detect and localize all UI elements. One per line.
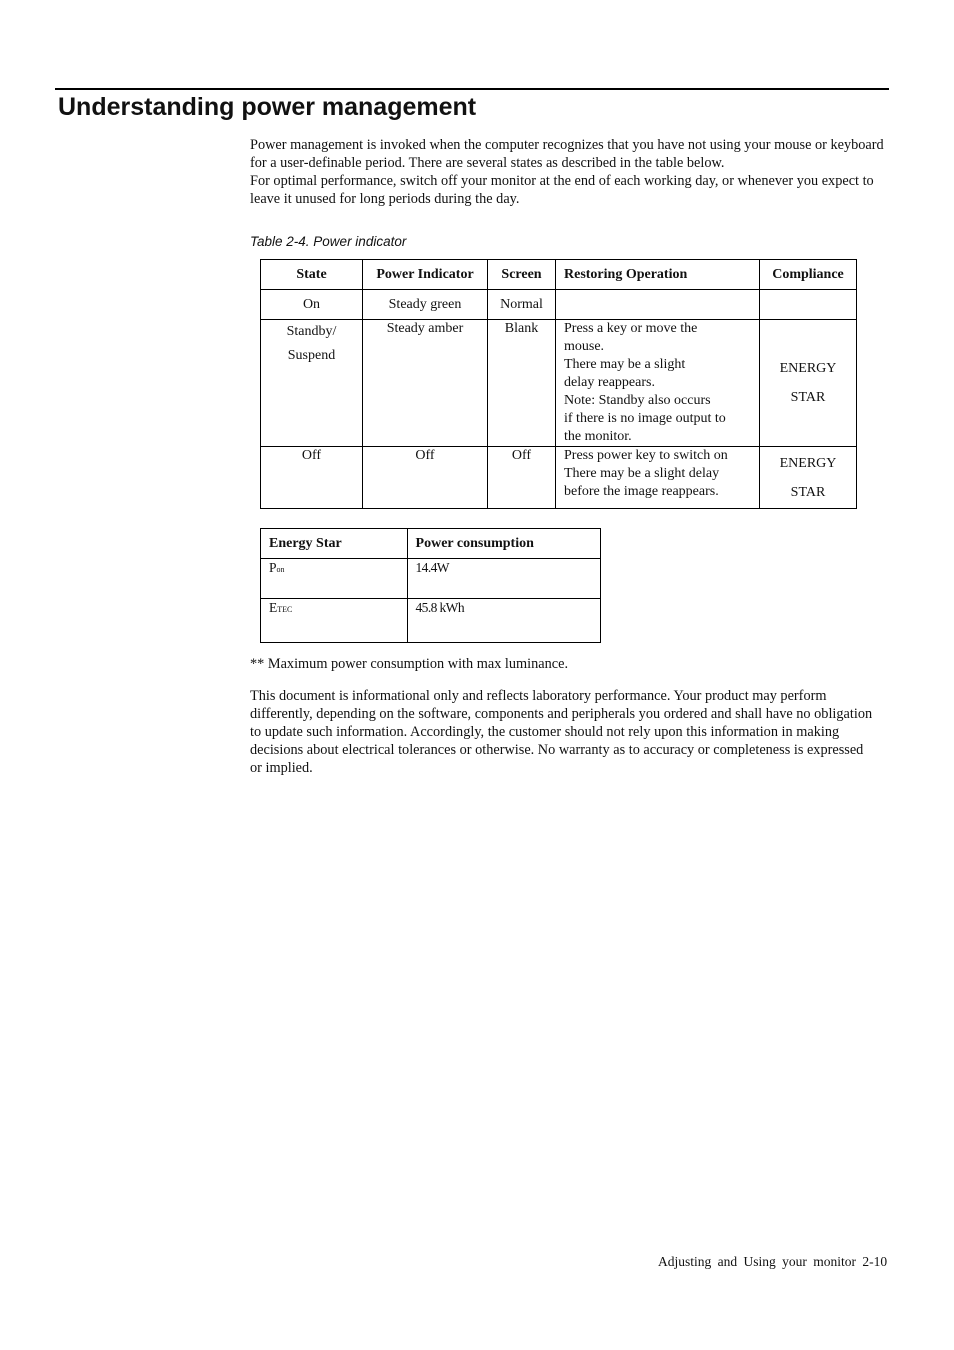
restore-line: before the image reappears. <box>564 484 719 499</box>
label-subscript: TEC <box>277 605 293 614</box>
intro-paragraph-1: Power management is invoked when the computer recognizes that you have not using your mouse or keyboard for a user-definable period. There are several states as described in the table below. <box>250 137 884 171</box>
restore-line: Press power key to switch on <box>564 448 728 463</box>
restore-line: Note: Standby also occurs <box>564 393 711 408</box>
energy-row-pon <box>261 559 601 599</box>
page-title: Understanding power management <box>58 93 477 121</box>
restore-line: There may be a slight <box>564 357 686 372</box>
energy-label <box>261 599 408 643</box>
restore-line: the monitor. <box>564 429 632 444</box>
energy-row-etec <box>261 599 601 643</box>
compliance-line: ENERGY <box>779 455 837 471</box>
header-power-indicator: Power Indicator <box>363 260 488 290</box>
restore-line: mouse. <box>564 339 605 354</box>
label-subscript: on <box>276 565 285 574</box>
cell-screen: Off <box>488 447 556 509</box>
state-line: On <box>302 296 321 312</box>
table-caption: Table 2-4. Power indicator <box>250 234 407 249</box>
power-indicator-table <box>260 259 857 509</box>
header-energy-star: Energy Star <box>261 529 408 559</box>
restore-line: if there is no image output to <box>564 411 726 426</box>
intro-text <box>250 136 895 208</box>
cell-restore <box>556 320 760 447</box>
cell-restore <box>556 447 760 509</box>
luminance-note: ** Maximum power consumption with max luminance. <box>250 656 569 672</box>
header-state: State <box>261 260 363 290</box>
intro-paragraph-2: For optimal performance, switch off your monitor at the end of each working day, or whenever you expect to leave it unused for long periods during the day. <box>250 173 874 207</box>
energy-star-table <box>260 528 601 643</box>
cell-compliance <box>760 320 857 447</box>
cell-indicator: Off <box>363 447 488 509</box>
cell-restore <box>556 290 760 320</box>
energy-label <box>261 559 408 599</box>
cell-state <box>261 447 363 509</box>
state-line: Standby/ <box>286 324 337 339</box>
energy-header-row <box>261 529 601 559</box>
cell-indicator: Steady amber <box>363 320 488 447</box>
disclaimer-paragraph: This document is informational only and reflects laboratory performance. Your product may perform differently, depending on the software, components and peripherals you ordered and shall have no obligation to update such information. Accordingly, the customer should not rely upon this information in making decisions about electrical tolerances or otherwise. No warranty as to accuracy or completeness is expressed or implied. <box>250 688 873 776</box>
table-row-on <box>261 290 857 320</box>
table-row-standby <box>261 320 857 447</box>
cell-state <box>261 320 363 447</box>
table-row-off <box>261 447 857 509</box>
compliance-line: ENERGY <box>779 361 837 376</box>
restore-line: There may be a slight delay <box>564 466 720 481</box>
cell-indicator: Steady green <box>363 290 488 320</box>
table-header-row <box>261 260 857 290</box>
label-main: P <box>269 560 277 575</box>
cell-state <box>261 290 363 320</box>
cell-screen: Blank <box>488 320 556 447</box>
cell-screen: Normal <box>488 290 556 320</box>
header-screen: Screen <box>488 260 556 290</box>
label-main: E <box>269 600 278 615</box>
compliance-line: STAR <box>790 390 826 405</box>
cell-compliance <box>760 290 857 320</box>
header-restoring-operation: Restoring Operation <box>556 260 760 290</box>
restore-line: delay reappears. <box>564 375 655 390</box>
restore-line: Press a key or move the <box>564 321 698 336</box>
cell-compliance <box>760 447 857 509</box>
header-compliance: Compliance <box>760 260 857 290</box>
state-line: Off <box>301 448 322 463</box>
compliance-line: STAR <box>790 484 826 500</box>
header-power-consumption: Power consumption <box>407 529 600 559</box>
energy-value: 14.4W <box>407 559 600 599</box>
state-line: Suspend <box>287 348 336 363</box>
page-footer: Adjusting and Using your monitor 2-10 <box>658 1254 888 1269</box>
energy-value: 45.8 kWh <box>407 599 600 643</box>
